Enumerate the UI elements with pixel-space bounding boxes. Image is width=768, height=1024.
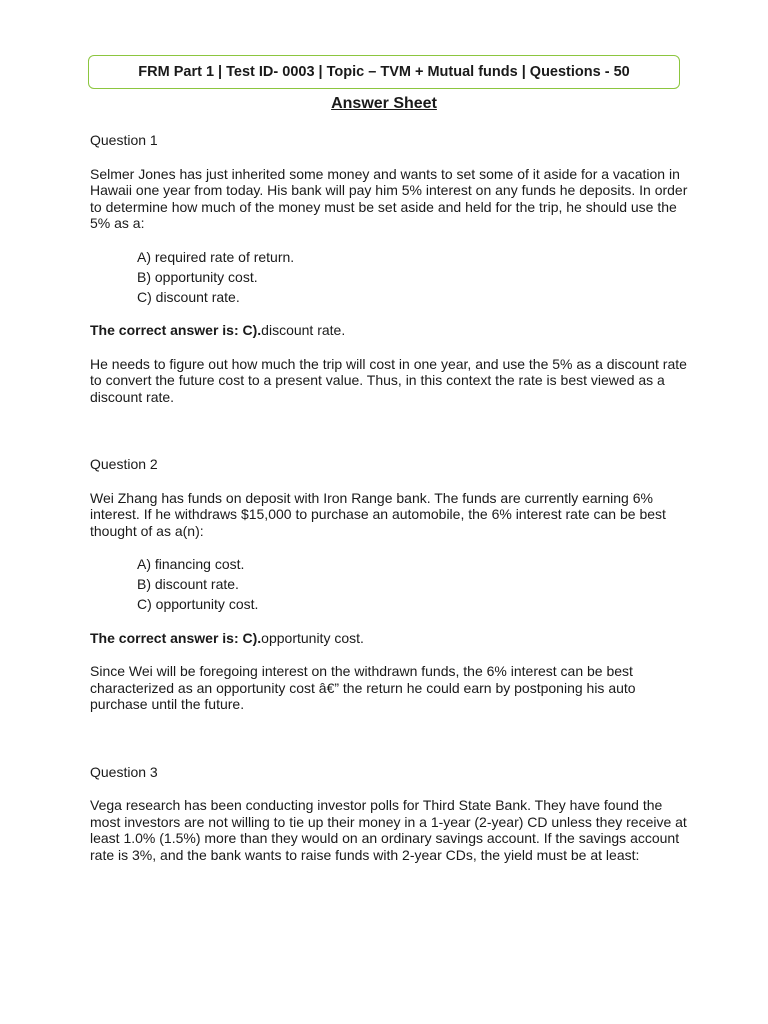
- option-c: C) opportunity cost.: [137, 596, 259, 612]
- header-title: FRM Part 1 | Test ID- 0003 | Topic – TVM + Mutual funds | Questions - 50: [138, 64, 630, 80]
- document-body: [90, 132, 690, 880]
- option-b: B) discount rate.: [137, 576, 239, 592]
- correct-answer-label: The correct answer is: C).: [90, 629, 262, 646]
- question-text: Vega research has been conducting investor polls for Third State Bank. They have found the most investors are not willing to tie up their money in a 1-year (2-year) CD unless they receive at least 1.0% (1.5%) more than they would on an ordinary savings account. If the savings account rate is 3%, and the bank wants to raise funds with 2-year CDs, the yield must be at least:: [90, 797, 687, 863]
- sheet-title: Answer Sheet: [331, 95, 437, 112]
- correct-answer-text: discount rate.: [261, 322, 346, 338]
- correct-answer-text: opportunity cost.: [261, 629, 364, 646]
- explanation: Since Wei will be foregoing interest on the withdrawn funds, the 6% interest can be best characterized as an opportunity cost â€” the return he could earn by postponing his auto purchase until the future.: [90, 663, 636, 712]
- question-1: [90, 132, 690, 405]
- question-text: Wei Zhang has funds on deposit with Iron Range bank. The funds are currently earning 6% interest. If he withdraws $15,000 to purchase an automobile, the 6% interest rate can be best thought of as a(n):: [90, 489, 666, 539]
- question-3: [90, 764, 690, 864]
- answer-options: [137, 556, 690, 613]
- option-a: A) financing cost.: [137, 556, 245, 572]
- correct-answer: [90, 322, 690, 339]
- option-c: C) discount rate.: [137, 288, 240, 305]
- question-title: Question 1: [90, 132, 158, 148]
- correct-answer: [90, 630, 690, 647]
- document-header: [88, 55, 680, 89]
- question-text: Selmer Jones has just inherited some money and wants to set some of it aside for a vacation in Hawaii one year from today. His bank will pay him 5% interest on any funds he deposits. In order to determine how much of the money must be set aside and held for the trip, he should use the 5% as a:: [90, 165, 688, 231]
- option-a: A) required rate of return.: [137, 248, 295, 265]
- question-title: Question 3: [90, 763, 158, 780]
- question-title: Question 2: [90, 456, 158, 472]
- question-2: [90, 456, 690, 713]
- explanation: He needs to figure out how much the trip will cost in one year, and use the 5% as a discount rate to convert the future cost to a present value. Thus, in this context the rate is best viewed as a discount rate.: [90, 355, 687, 405]
- correct-answer-label: The correct answer is: C).: [90, 322, 262, 338]
- option-b: B) opportunity cost.: [137, 268, 258, 285]
- answer-options: [137, 249, 690, 306]
